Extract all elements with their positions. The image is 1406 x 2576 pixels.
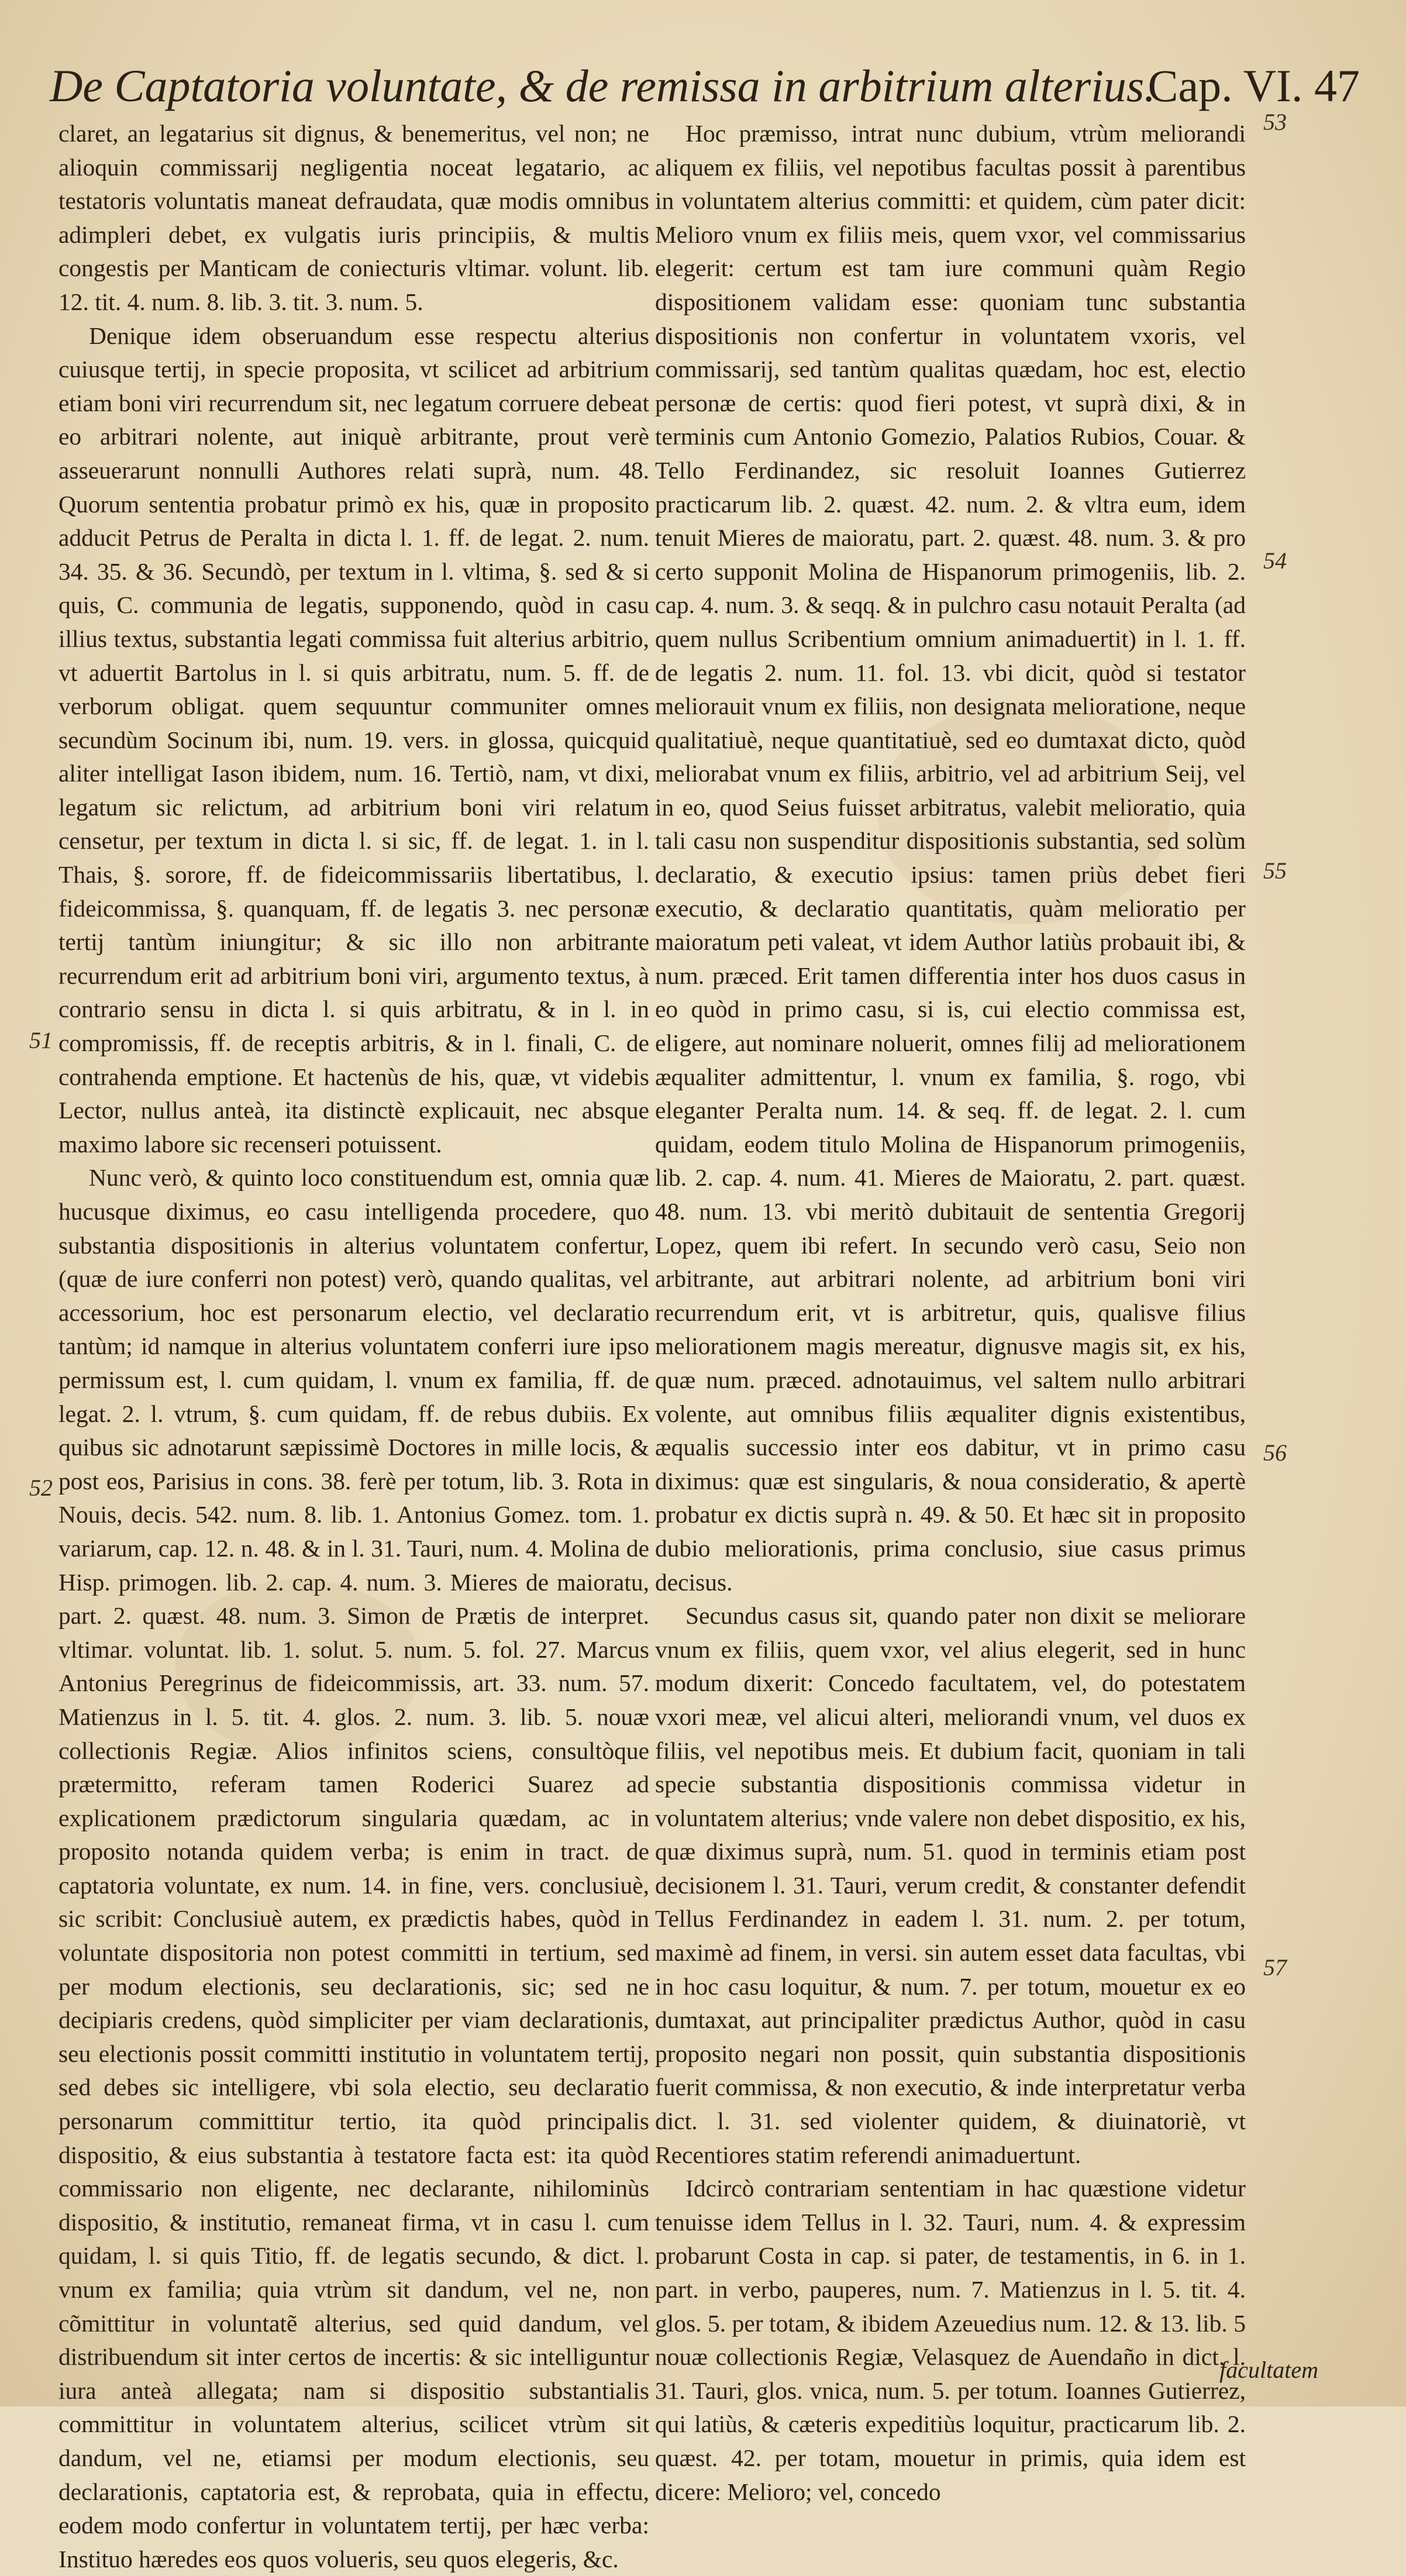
- margin-number: 54: [1263, 547, 1287, 574]
- margin-number: 51: [29, 1027, 53, 1053]
- right-column: [655, 117, 1246, 2505]
- paragraph: Denique idem obseruandum esse respectu alterius cuiusque tertij, in specie proposita, vt scilicet ad arbitrium etiam boni viri recurrendum sit, nec legatum corruere debeat eo arbitrari nolente, aut iniquè arbitrante, prout verè asseuerarunt nonnulli Authores relati suprà, num. 48. Quorum sententia probatur primò ex his, quæ in proposito adducit Petrus de Peralta in dicta l. 1. ff. de legat. 2. num. 34. 35. & 36. Secundò, per textum in l. vltima, §. sed & si quis, C. communia de legatis, supponendo, quòd in casu illius textus, substantia legati commissa fuit alterius arbitrio, vt aduertit Bartolus in l. si quis arbitratu, num. 5. ff. de verborum obligat. quem sequuntur communiter omnes secundùm Socinum ibi, num. 19. vers. in glossa, quicquid aliter intelligat Iason ibidem, num. 16. Tertiò, nam, vt dixi, legatum sic relictum, ad arbitrium boni viri relatum censetur, per textum in dicta l. si sic, ff. de legat. 1. in l. Thais, §. sorore, ff. de fideicommissariis libertatibus, l. fideicommissa, §. quanquam, ff. de legatis 3. nec personæ tertij tantùm iniungitur; & sic illo non arbitrante recurrendum erit ad arbitrium boni viri, argumento textus, à contrario sensu in dicta l. si quis arbitratu, & in l. in compromissis, ff. de receptis arbitris, & in l. finali, C. de contrahenda emptione. Et hactenùs de his, quæ, vt videbis Lector, nullus anteà, ita distinctè explicauit, nec absque maximo labore sic recenseri potuissent.: [58, 322, 649, 1158]
- running-head-title: De Captatoria voluntate, & de remissa in arbitrium alterius.: [50, 60, 1156, 111]
- paragraph: Nunc verò, & quinto loco constituendum est, omnia quæ hucusque diximus, eo casu intelligenda procedere, quo substantia dispositionis in alterius voluntatem confertur, (quæ de iure conferri non potest) verò, quando qualitas, vel accessorium, hoc est personarum electio, vel declaratio tantùm; id namque in alterius voluntatem conferri iure ipso permissum est, l. cum quidam, l. vnum ex familia, ff. de legat. 2. l. vtrum, §. cum quidam, ff. de rebus dubiis. Ex quibus sic adnotarunt sæpissimè Doctores in mille locis, & post eos, Parisius in cons. 38. ferè per totum, lib. 3. Rota in Nouis, decis. 542. num. 8. lib. 1. Antonius Gomez. tom. 1. variarum, cap. 12. n. 48. & in l. 31. Tauri, num. 4. Molina de Hisp. primogen. lib. 2. cap. 4. num. 3. Mieres de maioratu, part. 2. quæst. 48. num. 3. Simon de Prætis de interpret. vltimar. voluntat. lib. 1. solut. 5. num. 5. fol. 27. Marcus Antonius Peregrinus de fideicommissis, art. 33. num. 57. Matienzus in l. 5. tit. 4. glos. 2. num. 3. lib. 5. nouæ collectionis Regiæ. Alios infinitos sciens, consultòque prætermitto, referam tamen Roderici Suarez ad explicationem prædictorum singularia quædam, ac in proposito notanda quidem verba; is enim in tract. de captatoria voluntate, ex num. 14. in fine, vers. conclusiuè, sic scribit: Conclusiuè autem, ex prædictis habes, quòd in voluntate dispositoria non potest committi in tertium, sed per modum electionis, seu declarationis, sic; sed ne decipiaris credens, quòd simpliciter per viam declarationis, seu electionis possit committi institutio in voluntatem tertij, sed debes sic intelligere, vbi sola electio, seu declaratio personarum committitur tertio, ita quòd principalis dispositio, & eius substantia à testatore facta est: ita quòd commissario non eligente, nec declarante, nihilominùs dispositio, & institutio, remaneat firma, vt in casu l. cum quidam, l. si quis Titio, ff. de legatis secundo, & dict. l. vnum ex familia; quia vtrùm sit dandum, vel ne, non cõmittitur in voluntatẽ alterius, sed quid dandum, vel distribuendum sit inter certos de incertis: & sic intelliguntur iura anteà allegata; nam si dispositio substantialis committitur in voluntatem alterius, scilicet vtrùm sit dandum, vel ne, etiamsi per modum electionis, seu declarationis, captatoria est, & reprobata, quia in effectu, eodem modo confertur in voluntatem tertij, per hæc verba: Instituo hæredes eos quos volueris, seu quos elegeris, &c.: [58, 1164, 649, 2572]
- margin-number: 52: [29, 1475, 53, 1501]
- paragraph: claret, an legatarius sit dignus, & benemeritus, vel non; ne alioquin commissarij negligentia noceat legatario, ac testatoris voluntatis maneat defraudata, quæ modis omnibus adimpleri debet, ex vulgatis iuris principiis, & multis congestis per Manticam de coniecturis vltimar. volunt. lib. 12. tit. 4. num. 8. lib. 3. tit. 3. num. 5.: [58, 120, 649, 315]
- margin-number: 56: [1263, 1439, 1287, 1466]
- running-head: [50, 54, 1360, 118]
- paragraph: Idcircò contrariam sententiam in hac quæstione videtur tenuisse idem Tellus in l. 32. Tauri, num. 4. & expressim probarunt Costa in cap. si pater, de testamentis, in 6. in 1. part. in verbo, pauperes, num. 7. Matienzus in l. 5. tit. 4. glos. 5. per totam, & ibidem Azeuedius num. 12. & 13. lib. 5 nouæ collectionis Regiæ, Velasquez de Auendaño in dict. l. 31. Tauri, glos. vnica, num. 5. per totum. Ioannes Gutierrez, qui latiùs, & cæteris expeditiùs loquitur, practicarum lib. 2. quæst. 42. per totam, mouetur in primis, quia idem est dicere: Melioro; vel, concedo: [655, 2175, 1246, 2505]
- margin-number: 55: [1263, 857, 1287, 884]
- paragraph: Secundus casus sit, quando pater non dixit se meliorare vnum ex filiis, quem vxor, vel alius elegerit, sed in hunc modum dixerit: Concedo facultatem, vel, do potestatem vxori meæ, vel alicui alteri, meliorandi vnum, vel duos ex filiis, vel nepotibus meis. Et dubium facit, quoniam in tali specie substantia dispositionis commissa videtur in voluntatem alterius; vnde valere non debet dispositio, ex his, quæ diximus suprà, num. 51. quod in terminis etiam post decisionem l. 31. Tauri, verum credit, & constanter defendit Tellus Ferdinandez in eadem l. 31. num. 2. per totum, maximè ad finem, in versi. sin autem esset data facultas, vbi in hoc casu loquitur, & num. 7. per totum, mouetur ex eo dumtaxat, aut principaliter prædictus Author, quòd in casu proposito negari non possit, quin substantia dispositionis fuerit commissa, & non executio, & inde interpretatur verba dict. l. 31. sed violenter quidem, & diuinatoriè, vt Recentiores statim referendi animaduertunt.: [655, 1602, 1246, 2168]
- margin-number: 53: [1263, 109, 1287, 135]
- catchword: facultatem: [1219, 2357, 1318, 2383]
- running-head-chapter: Cap. VI. 47: [1147, 60, 1360, 111]
- paragraph: Hoc præmisso, intrat nunc dubium, vtrùm meliorandi aliquem ex filiis, vel nepotibus facultas possit à parentibus in voluntatem alterius committi: et quidem, cùm pater dicit: Melioro vnum ex filiis meis, quem vxor, vel commissarius elegerit: certum est tam iure communi quàm Regio dispositionem validam esse: quoniam tunc substantia dispositionis non confertur in voluntatem vxoris, vel commissarij, sed tantùm qualitas quædam, hoc est, electio personæ de certis: quod fieri potest, vt suprà dixi, & in terminis cum Antonio Gomezio, Palatios Rubios, Couar. & Tello Ferdinandez, sic resoluit Ioannes Gutierrez practicarum lib. 2. quæst. 42. num. 2. & vltra eum, idem tenuit Mieres de maioratu, part. 2. quæst. 48. num. 3. & pro certo supponit Molina de Hispanorum primogeniis, lib. 2. cap. 4. num. 3. & seqq. & in pulchro casu notauit Peralta (ad quem nullus Scribentium omnium animaduertit) in l. 1. ff. de legatis 2. num. 11. fol. 13. vbi dicit, quòd si testator meliorauit vnum ex filiis, non designata melioratione, neque qualitatiuè, neque quantitatiuè, sed eo dumtaxat dicto, quòd meliorabat vnum ex filiis, arbitrio, vel ad arbitrium Seij, vel in eo, quod Seius fuisset arbitratus, valebit melioratio, quia tali casu non suspenditur dispositionis substantia, sed solùm declaratio, & executio ipsius: tamen priùs debet fieri executio, & declaratio quantitatis, quàm melioratio per maioratum peti valeat, vt idem Author latiùs probauit ibi, & num. præced. Erit tamen differentia inter hos duos casus in eo quòd in primo casu, si is, cui electio commissa est, eligere, aut nominare noluerit, omnes filij ad meliorationem æqualiter admittentur, l. vnum ex familia, §. rogo, vbi eleganter Peralta num. 14. & seq. ff. de legat. 2. l. cum quidam, eodem titulo Molina de Hispanorum primogeniis, lib. 2. cap. 4. num. 41. Mieres de Maioratu, 2. part. quæst. 48. num. 13. vbi meritò dubitauit de sententia Gregorij Lopez, quem ibi refert. In secundo verò casu, Seio non arbitrante, aut arbitrari nolente, ad arbitrium boni viri recurrendum erit, vt is arbitretur, quis, qualisve filius meliorationem magis mereatur, dignusve magis sit, ex his, quæ num. præced. adnotauimus, vel saltem nullo arbitrari volente, aut omnibus filiis æqualiter dignis existentibus, æqualis successio inter eos dabitur, vt in primo casu diximus: quæ est singularis, & noua consideratio, & apertè probatur ex dictis suprà n. 49. & 50. Et hæc sit in proposito dubio meliorationis, prima conclusio, siue casus primus decisus.: [655, 120, 1246, 1596]
- left-column: [58, 117, 649, 2572]
- margin-number: 57: [1263, 1954, 1287, 1981]
